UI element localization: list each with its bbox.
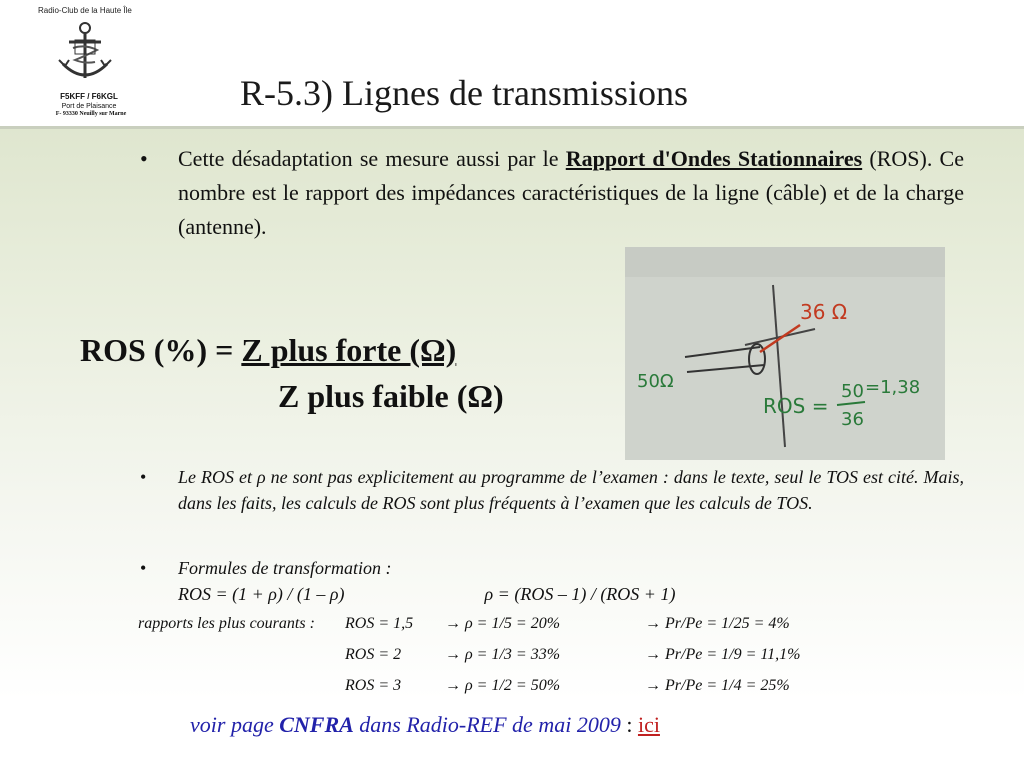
rapport-row bbox=[345, 677, 790, 695]
formulas-line bbox=[178, 581, 675, 607]
ros-formula-numerator bbox=[80, 332, 456, 369]
rapport-ros: ROS = 2 bbox=[345, 646, 402, 663]
term-ros: Rapport d'Ondes Stationnaires bbox=[565, 146, 863, 171]
fraction-denominator: 36 bbox=[841, 409, 864, 430]
rapport-ros: ROS = 3 bbox=[345, 677, 402, 694]
label-36-ohm: 36 Ω bbox=[800, 300, 848, 324]
rapport-row bbox=[345, 646, 801, 664]
anchor-logo-icon bbox=[55, 20, 115, 84]
rapport-pr: → Pr/Pe = 1/9 = 11,1% bbox=[645, 646, 801, 663]
rapport-pr: → Pr/Pe = 1/4 = 25% bbox=[645, 677, 790, 694]
ros-formula-denominator: Z plus faible (Ω) bbox=[278, 378, 504, 414]
formula-numerator: Z plus forte (Ω) bbox=[241, 332, 457, 368]
rapport-rho: → ρ = 1/2 = 50% bbox=[445, 677, 561, 694]
address-text: F- 93330 Neuilly sur Marne bbox=[55, 111, 127, 117]
bullet-text-after: (ROS). Ce nombre est le rapport des impédances caractéristiques de la ligne (câble) et de la charge (antenne). bbox=[178, 146, 964, 239]
callsign: F5KFF / F6KGL bbox=[60, 92, 118, 101]
rapport-ros: ROS = 1,5 bbox=[345, 615, 414, 632]
bullet-text: Le ROS et ρ ne sont pas explicitement au programme de l’examen : dans le texte, seul le TOS est cité. Mais, dans les faits, les calculs de ROS sont plus fréquents à l’examen que les calculs de TOS. bbox=[178, 467, 964, 513]
slide-title: R-5.3) Lignes de transmissions bbox=[240, 73, 688, 113]
formula-ros: ROS = (1 + ρ) / (1 – ρ) bbox=[178, 584, 345, 604]
footer-middle: dans Radio-REF de mai 2009 bbox=[353, 712, 621, 737]
bullet-text bbox=[178, 142, 964, 244]
bullet-text-before: Cette désadaptation se mesure aussi par le bbox=[178, 146, 566, 171]
rapport-row bbox=[345, 615, 790, 633]
bullet-ros-definition bbox=[140, 142, 964, 244]
formula-rho: ρ = (ROS – 1) / (ROS + 1) bbox=[484, 584, 676, 604]
rapport-pr: → Pr/Pe = 1/25 = 4% bbox=[645, 615, 790, 632]
slide-header bbox=[0, 0, 1024, 128]
footer-prefix: voir page bbox=[190, 712, 280, 737]
club-name: Radio-Club de la Haute Île bbox=[38, 6, 132, 15]
footer-cnfra: CNFRA bbox=[279, 712, 354, 737]
rapport-rho: → ρ = 1/3 = 33% bbox=[445, 646, 561, 663]
bullet-ros-exam-note bbox=[140, 464, 964, 516]
formula-lhs: ROS (%) = bbox=[80, 332, 242, 368]
footer-separator: : bbox=[620, 712, 638, 737]
whiteboard-photo bbox=[625, 247, 945, 460]
bullet-text bbox=[178, 555, 675, 607]
rapports-label: rapports les plus courants : bbox=[138, 615, 319, 632]
rapport-rho: → ρ = 1/5 = 20% bbox=[445, 615, 561, 632]
result-value: =1,38 bbox=[865, 377, 921, 398]
label-50-ohm: 50Ω bbox=[637, 371, 674, 392]
bullet-marker: • bbox=[140, 146, 148, 171]
bullet-marker: • bbox=[140, 558, 147, 578]
ici-link[interactable]: ici bbox=[637, 712, 660, 737]
footer-reference bbox=[190, 712, 660, 738]
port-text: Port de Plaisance bbox=[61, 103, 117, 110]
bullet-transform-formulas bbox=[140, 555, 964, 607]
fraction-numerator: 50 bbox=[841, 381, 864, 402]
ros-equation-label: ROS = bbox=[763, 394, 829, 418]
header-divider bbox=[0, 126, 1024, 129]
formulas-heading: Formules de transformation : bbox=[178, 558, 392, 578]
bullet-marker: • bbox=[140, 467, 147, 487]
